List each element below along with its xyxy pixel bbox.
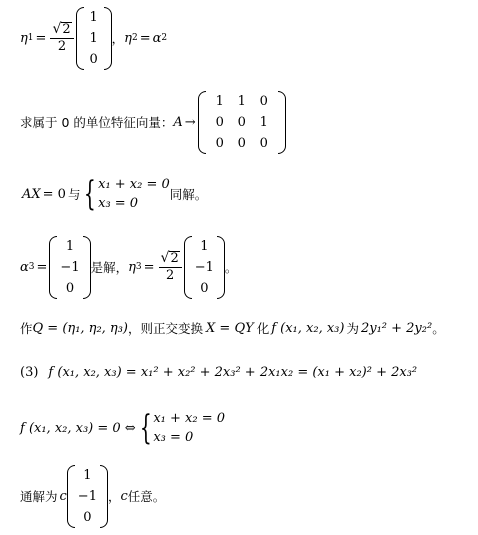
equation-system: { x₁ + x₂ = 0 x₃ = 0	[84, 174, 170, 214]
equation-system: { x₁ + x₂ = 0 x₃ = 0	[139, 408, 226, 448]
general-solution-line: 通解为 c 1 −1 0 ， c 任意。	[20, 460, 165, 532]
zero-condition-line: f (x₁, x₂, x₃) = 0 ⇔ { x₁ + x₂ = 0 x₃ = 0	[20, 408, 226, 448]
eta1-vector: 1 1 0	[76, 7, 112, 70]
eta-definition-line: η 1 = √ 2 2 1 1 0 ， η 2 = α 2	[20, 2, 167, 74]
part3-expansion-line: (3) f (x₁, x₂, x₃) = x₁² + x₂² + 2x₃² + 2x₁x₂ = (x₁ + x₂)² + 2x₃²	[20, 364, 418, 380]
alpha3-vector: 1 −1 0	[49, 236, 90, 299]
alpha3-eta3-line: α 3 = 1 −1 0 是解， η 3 = √ 2 2 1 −1 0 。	[20, 232, 237, 302]
eta1-symbol: η	[20, 30, 28, 46]
unit-eigenvector-line: 求属于 0 的单位特征向量： A → 1 1 0 0 0 1 0 0 0	[20, 86, 286, 158]
eta3-vector: 1 −1 0	[184, 236, 225, 299]
orthogonal-transform-line: 作 Q = (η₁, η₂, η₃) ，则正交变换 X = QY 化 f (x₁, x₂, x₃) 为 2y₁² + 2y₂² 。	[20, 320, 445, 336]
eta2-symbol: η	[124, 30, 132, 46]
sqrt2-over-2: √ 2 2	[159, 250, 182, 284]
system-equivalence-line: AX = 0 与 { x₁ + x₂ = 0 x₃ = 0 同解。	[22, 174, 208, 214]
instruction-text: 求属于 0 的单位特征向量：	[20, 115, 174, 130]
matrix-A: 1 1 0 0 0 1 0 0 0	[198, 91, 286, 154]
sqrt2-over-2: √ 2 2	[50, 21, 73, 55]
quadratic-form-expression: f (x₁, x₂, x₃) = x₁² + x₂² + 2x₃² + 2x₁x₂ = (x₁ + x₂)² + 2x₃²	[48, 364, 418, 380]
solution-vector: 1 −1 0	[67, 465, 108, 528]
